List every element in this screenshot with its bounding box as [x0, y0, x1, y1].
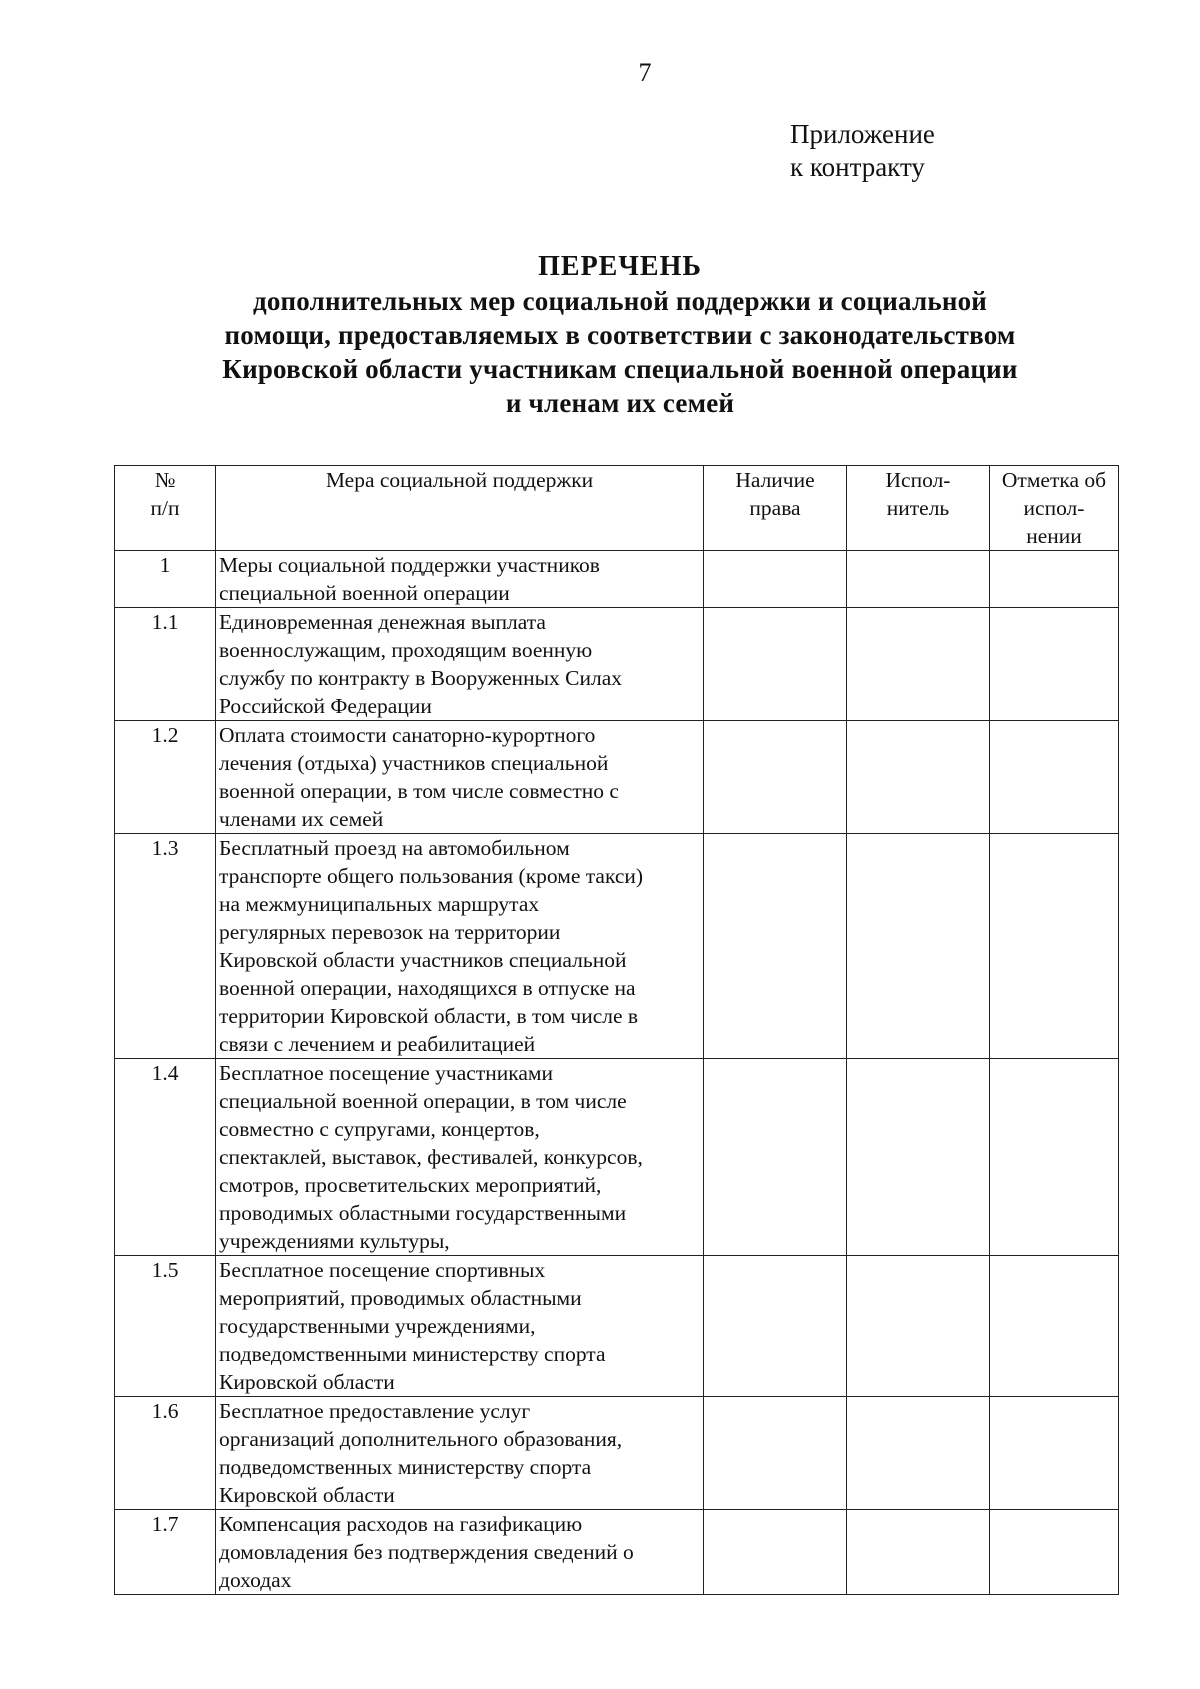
table-row — [115, 721, 1119, 834]
measure-line: государственными учреждениями, — [219, 1314, 536, 1338]
appendix-line-1: Приложение — [790, 119, 935, 149]
row-right-cell — [704, 834, 847, 1059]
header-mark-line-1: Отметка об — [1001, 468, 1107, 492]
measure-line: службу по контракту в Вооруженных Силах — [219, 666, 623, 690]
measure-line: Оплата стоимости санаторно-курортного — [219, 723, 596, 747]
title-line-2: помощи, предоставляемых в соответствии с законодательством — [224, 320, 1016, 350]
row-right-cell — [704, 551, 847, 608]
row-number: 1 — [115, 551, 216, 608]
row-executor-cell — [847, 721, 990, 834]
row-measure — [216, 551, 704, 608]
measure-line: регулярных перевозок на территории — [219, 920, 561, 944]
row-mark-cell — [990, 834, 1119, 1059]
title-line-1: дополнительных мер социальной поддержки и социальной — [252, 286, 988, 316]
measure-line: транспорте общего пользования (кроме такси) — [219, 864, 644, 888]
measure-line: подведомственными министерству спорта — [219, 1342, 606, 1366]
row-measure — [216, 721, 704, 834]
row-number: 1.7 — [115, 1510, 216, 1595]
measure-line: связи с лечением и реабилитацией — [219, 1032, 536, 1056]
row-number: 1.4 — [115, 1059, 216, 1256]
row-executor-cell — [847, 551, 990, 608]
measure-line: спектаклей, выставок, фестивалей, конкурсов, — [219, 1145, 643, 1169]
table-row — [115, 1510, 1119, 1595]
measure-line: Кировской области — [219, 1483, 395, 1507]
header-mark-line-3: нении — [1026, 524, 1082, 548]
table-body — [115, 551, 1119, 1595]
appendix-note — [790, 118, 935, 184]
header-number-line-2: п/п — [150, 496, 180, 520]
row-executor-cell — [847, 1510, 990, 1595]
measure-line: Бесплатное посещение спортивных — [219, 1258, 546, 1282]
header-executor-line-2: нитель — [886, 496, 950, 520]
row-right-cell — [704, 608, 847, 721]
table-row — [115, 551, 1119, 608]
row-number: 1.2 — [115, 721, 216, 834]
measure-line: территории Кировской области, в том числе в — [219, 1004, 639, 1028]
row-right-cell — [704, 721, 847, 834]
measure-line: членами их семей — [219, 807, 384, 831]
row-mark-cell — [990, 608, 1119, 721]
measure-line: домовладения без подтверждения сведений о — [219, 1540, 634, 1564]
measure-line: специальной военной операции, в том числе — [219, 1089, 627, 1113]
measure-line: Единовременная денежная выплата — [219, 610, 546, 634]
measure-line: учреждениями культуры, — [219, 1229, 450, 1253]
row-executor-cell — [847, 1256, 990, 1397]
header-right-line-1: Наличие — [735, 468, 815, 492]
table-header-row — [115, 466, 1119, 551]
measure-line: лечения (отдыха) участников специальной — [219, 751, 609, 775]
row-mark-cell — [990, 721, 1119, 834]
measure-line: Кировской области участников специальной — [219, 948, 627, 972]
measure-line: доходах — [219, 1568, 292, 1592]
header-completion-mark — [990, 466, 1119, 551]
measure-line: Бесплатное посещение участниками — [219, 1061, 554, 1085]
row-measure — [216, 1397, 704, 1510]
row-executor-cell — [847, 1397, 990, 1510]
table-row — [115, 1397, 1119, 1510]
row-right-cell — [704, 1510, 847, 1595]
measure-line: военнослужащим, проходящим военную — [219, 638, 593, 662]
page-number: 7 — [638, 58, 652, 87]
row-measure — [216, 608, 704, 721]
measures-table — [114, 465, 1119, 1595]
measure-line: смотров, просветительских мероприятий, — [219, 1173, 602, 1197]
appendix-line-2: к контракту — [790, 152, 925, 182]
title-line-3: Кировской области участникам специальной военной операции — [222, 354, 1018, 384]
measure-line: Бесплатное предоставление услуг — [219, 1399, 531, 1423]
row-executor-cell — [847, 608, 990, 721]
row-right-cell — [704, 1256, 847, 1397]
row-mark-cell — [990, 1510, 1119, 1595]
row-number: 1.3 — [115, 834, 216, 1059]
measure-line: Российской Федерации — [219, 694, 432, 718]
table-row — [115, 608, 1119, 721]
measure-line: специальной военной операции — [219, 581, 510, 605]
measure-line: военной операции, в том числе совместно с — [219, 779, 619, 803]
row-mark-cell — [990, 1059, 1119, 1256]
row-number: 1.6 — [115, 1397, 216, 1510]
row-executor-cell — [847, 834, 990, 1059]
header-right-line-2: права — [749, 496, 801, 520]
header-mark-line-2: испол- — [1023, 496, 1085, 520]
header-measure — [216, 466, 704, 551]
document-title — [170, 250, 1070, 420]
measure-line: Меры социальной поддержки участников — [219, 553, 600, 577]
row-measure — [216, 1256, 704, 1397]
row-measure — [216, 1059, 704, 1256]
header-number — [115, 466, 216, 551]
header-number-line-1: № — [154, 468, 176, 492]
measure-line: проводимых областными государственными — [219, 1201, 627, 1225]
measure-line: подведомственных министерству спорта — [219, 1455, 592, 1479]
row-number: 1.5 — [115, 1256, 216, 1397]
row-executor-cell — [847, 1059, 990, 1256]
row-mark-cell — [990, 1256, 1119, 1397]
table-row — [115, 1256, 1119, 1397]
header-executor — [847, 466, 990, 551]
table-row — [115, 834, 1119, 1059]
header-right — [704, 466, 847, 551]
row-measure — [216, 1510, 704, 1595]
measure-line: организаций дополнительного образования, — [219, 1427, 623, 1451]
header-executor-line-1: Испол- — [885, 468, 951, 492]
title-main: ПЕРЕЧЕНЬ — [538, 251, 702, 282]
measure-line: Бесплатный проезд на автомобильном — [219, 836, 570, 860]
measure-line: военной операции, находящихся в отпуске на — [219, 976, 636, 1000]
row-mark-cell — [990, 1397, 1119, 1510]
table-row — [115, 1059, 1119, 1256]
measure-line: мероприятий, проводимых областными — [219, 1286, 582, 1310]
row-right-cell — [704, 1397, 847, 1510]
measure-line: совместно с супругами, концертов, — [219, 1117, 540, 1141]
measure-line: Кировской области — [219, 1370, 395, 1394]
measure-line: Компенсация расходов на газификацию — [219, 1512, 583, 1536]
row-mark-cell — [990, 551, 1119, 608]
row-measure — [216, 834, 704, 1059]
row-right-cell — [704, 1059, 847, 1256]
title-line-4: и членам их семей — [505, 388, 735, 418]
measure-line: на межмуниципальных маршрутах — [219, 892, 540, 916]
row-number: 1.1 — [115, 608, 216, 721]
header-measure-label: Мера социальной поддержки — [325, 468, 594, 492]
